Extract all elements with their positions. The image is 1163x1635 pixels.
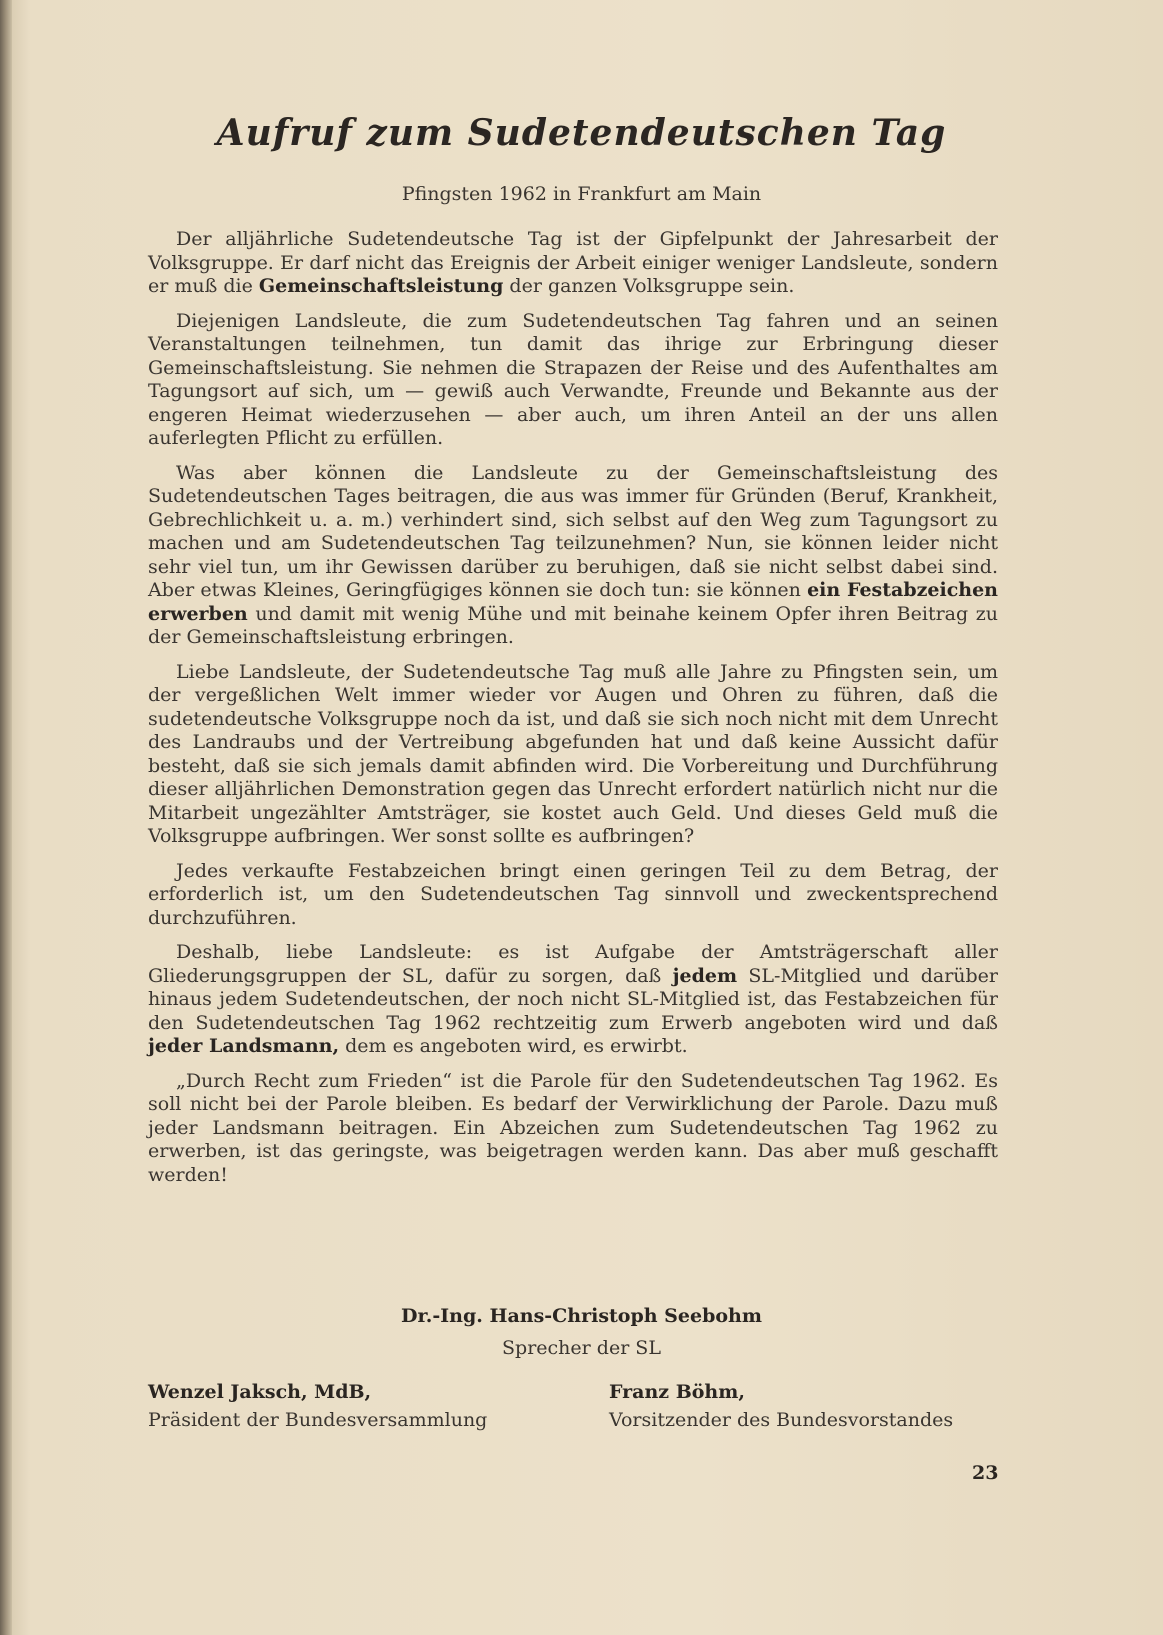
signature-main-name: Dr.-Ing. Hans-Christoph Seebohm — [401, 1305, 762, 1327]
emphasis-text: jeder Landsmann, — [148, 1035, 340, 1057]
signature-left-role: Präsident der Bundesversammlung — [148, 1409, 488, 1431]
signature-right-name: Franz Böhm, — [609, 1381, 745, 1403]
article-body — [148, 228, 998, 1198]
paragraph-1: Der alljährliche Sudetendeutsche Tag ist der Gipfelpunkt der Jahresarbeit der Volksgruppe. Er darf nicht das Ereignis der Arbeit einiger weniger Landsleute, sondern er muß die Gemeinschaftsleistung der ganzen Volksgruppe sein. — [148, 228, 998, 297]
paragraph-5: Jedes verkaufte Festabzeichen bringt einen geringen Teil zu dem Betrag, der erforderlich ist, um den Sudetendeutschen Tag sinnvoll und zweckentsprechend durchzuführen. — [148, 859, 998, 929]
emphasis-text: jedem — [672, 964, 738, 987]
signature-right-role: Vorsitzender des Bundesvorstandes — [609, 1409, 954, 1431]
paragraph-7: „Durch Recht zum Frieden“ ist die Parole für den Sudetendeutschen Tag 1962. Es soll nicht bei der Parole bleiben. Es bedarf der Verwirklichung der Parole. Dazu muß jeder Landsmann beitragen. Ein Abzeichen zum Sudetendeutschen Tag 1962 zu erwerben, ist das geringste, was beigetragen werden kann. Das aber muß geschafft werden! — [148, 1069, 998, 1186]
page-subtitle: Pfingsten 1962 in Frankfurt am Main — [401, 183, 762, 205]
emphasis-text: Gemeinschaftsleistung — [258, 275, 504, 297]
signature-main-role: Sprecher der SL — [502, 1337, 661, 1359]
paragraph-4: Liebe Landsleute, der Sudetendeutsche Tag muß alle Jahre zu Pfingsten sein, um der vergeßlichen Welt immer wieder vor Augen und Ohren zu führen, daß die sudetendeutsche Volksgruppe noch da ist, und daß sie sich noch nicht mit dem Unrecht des Landraubs und der Vertreibung abgefunden hat und daß keine Aussicht dafür besteht, daß sie sich jemals damit abfinden wird. Die Vorbereitung und Durchführung dieser alljährlichen Demonstration gegen das Unrecht erfordert natürlich nicht nur die Mitarbeit ungezählter Amtsträger, sie kostet auch Geld. Und dieses Geld muß die Volksgruppe aufbringen. Wer sonst sollte es aufbringen? — [148, 660, 998, 847]
paragraph-6: Deshalb, liebe Landsleute: es ist Aufgabe der Amtsträgerschaft aller Gliederungsgruppen der SL, dafür zu sorgen, daß jedem SL-Mitglied und darüber hinaus jedem Sudetendeutschen, der noch nicht SL-Mitglied ist, das Festabzeichen für den Sudetendeutschen Tag 1962 rechtzeitig zum Erwerb angeboten wird und daß jeder Landsmann, dem es angeboten wird, es erwirbt. — [148, 941, 999, 1057]
paragraph-2: Diejenigen Landsleute, die zum Sudetendeutschen Tag fahren und an seinen Veranstaltungen teilnehmen, tun damit das ihrige zur Erbringung dieser Gemeinschaftsleistung. Sie nehmen die Strapazen der Reise und des Aufenthaltes am Tagungsort auf sich, um — gewiß auch Verwandte, Freunde und Bekannte aus der engeren Heimat wiederzusehen — aber auch, um ihren Anteil an der uns allen auferlegten Pflicht zu erfüllen. — [148, 309, 998, 449]
page-number: 23 — [972, 1462, 999, 1484]
book-spine-shadow — [0, 0, 12, 1635]
emphasis-text: ein Festabzeichen erwerben — [148, 579, 998, 625]
paragraph-3: Was aber können die Landsleute zu der Gemeinschaftsleistung des Sudetendeutschen Tages beitragen, die aus was immer für Gründen (Beruf, Krankheit, Gebrechlichkeit u. a. m.) verhindert sind, sich selbst auf den Weg zum Tagungsort zu machen und am Sudetendeutschen Tag teilzunehmen? Nun, sie können leider nicht sehr viel tun, um ihr Gewissen darüber zu beruhigen, daß sie nicht selbst dabei sind. Aber etwas Kleines, Geringfügiges können sie doch tun: sie können ein Festabzeichen erwerben und damit mit wenig Mühe und mit beinahe keinem Opfer ihren Beitrag zu der Gemeinschaftsleistung erbringen. — [148, 461, 998, 648]
signature-left-name: Wenzel Jaksch, MdB, — [148, 1381, 372, 1403]
page-title: Aufruf zum Sudetendeutschen Tag — [216, 112, 947, 154]
